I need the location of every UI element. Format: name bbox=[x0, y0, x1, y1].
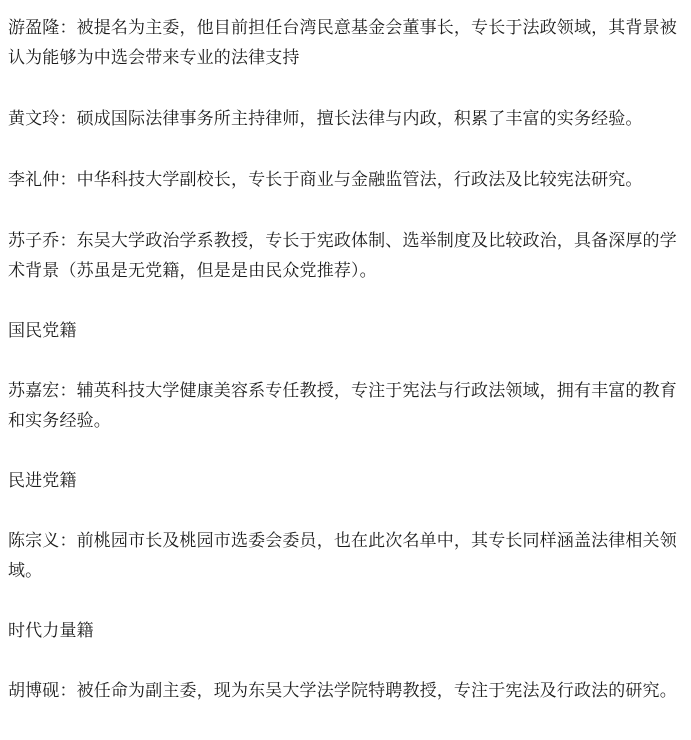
paragraph-su-ziqiao: 苏子乔：东吴大学政治学系教授，专长于宪政体制、选举制度及比较政治，具备深厚的学术背景（苏虽是无党籍，但是是由民众党推荐）。 bbox=[8, 231, 677, 281]
paragraph-su-jiahong: 苏嘉宏：辅英科技大学健康美容系专任教授，专注于宪法与行政法领域，拥有丰富的教育和实务经验。 bbox=[8, 381, 677, 431]
paragraph-li-lizhong: 李礼仲：中华科技大学副校长，专长于商业与金融监管法，行政法及比较宪法研究。 bbox=[8, 170, 643, 190]
heading-dpp-membership: 民进党籍 bbox=[8, 471, 77, 491]
paragraph-huang-wenling: 黄文玲：硕成国际法律事务所主持律师，擅长法律与内政，积累了丰富的实务经验。 bbox=[8, 109, 643, 129]
paragraph-you-yinglong: 游盈隆：被提名为主委，他目前担任台湾民意基金会董事长，专长于法政领域，其背景被认为能够为中选会带来专业的法律支持 bbox=[8, 18, 677, 68]
heading-npp-membership: 时代力量籍 bbox=[8, 621, 94, 641]
heading-kmt-membership: 国民党籍 bbox=[8, 321, 77, 341]
paragraph-hu-boyan: 胡博砚：被任命为副主委，现为东吴大学法学院特聘教授，专注于宪法及行政法的研究。 bbox=[8, 681, 677, 701]
paragraph-chen-zongyi: 陈宗义：前桃园市长及桃园市选委会委员，也在此次名单中，其专长同样涵盖法律相关领域。 bbox=[8, 531, 677, 581]
